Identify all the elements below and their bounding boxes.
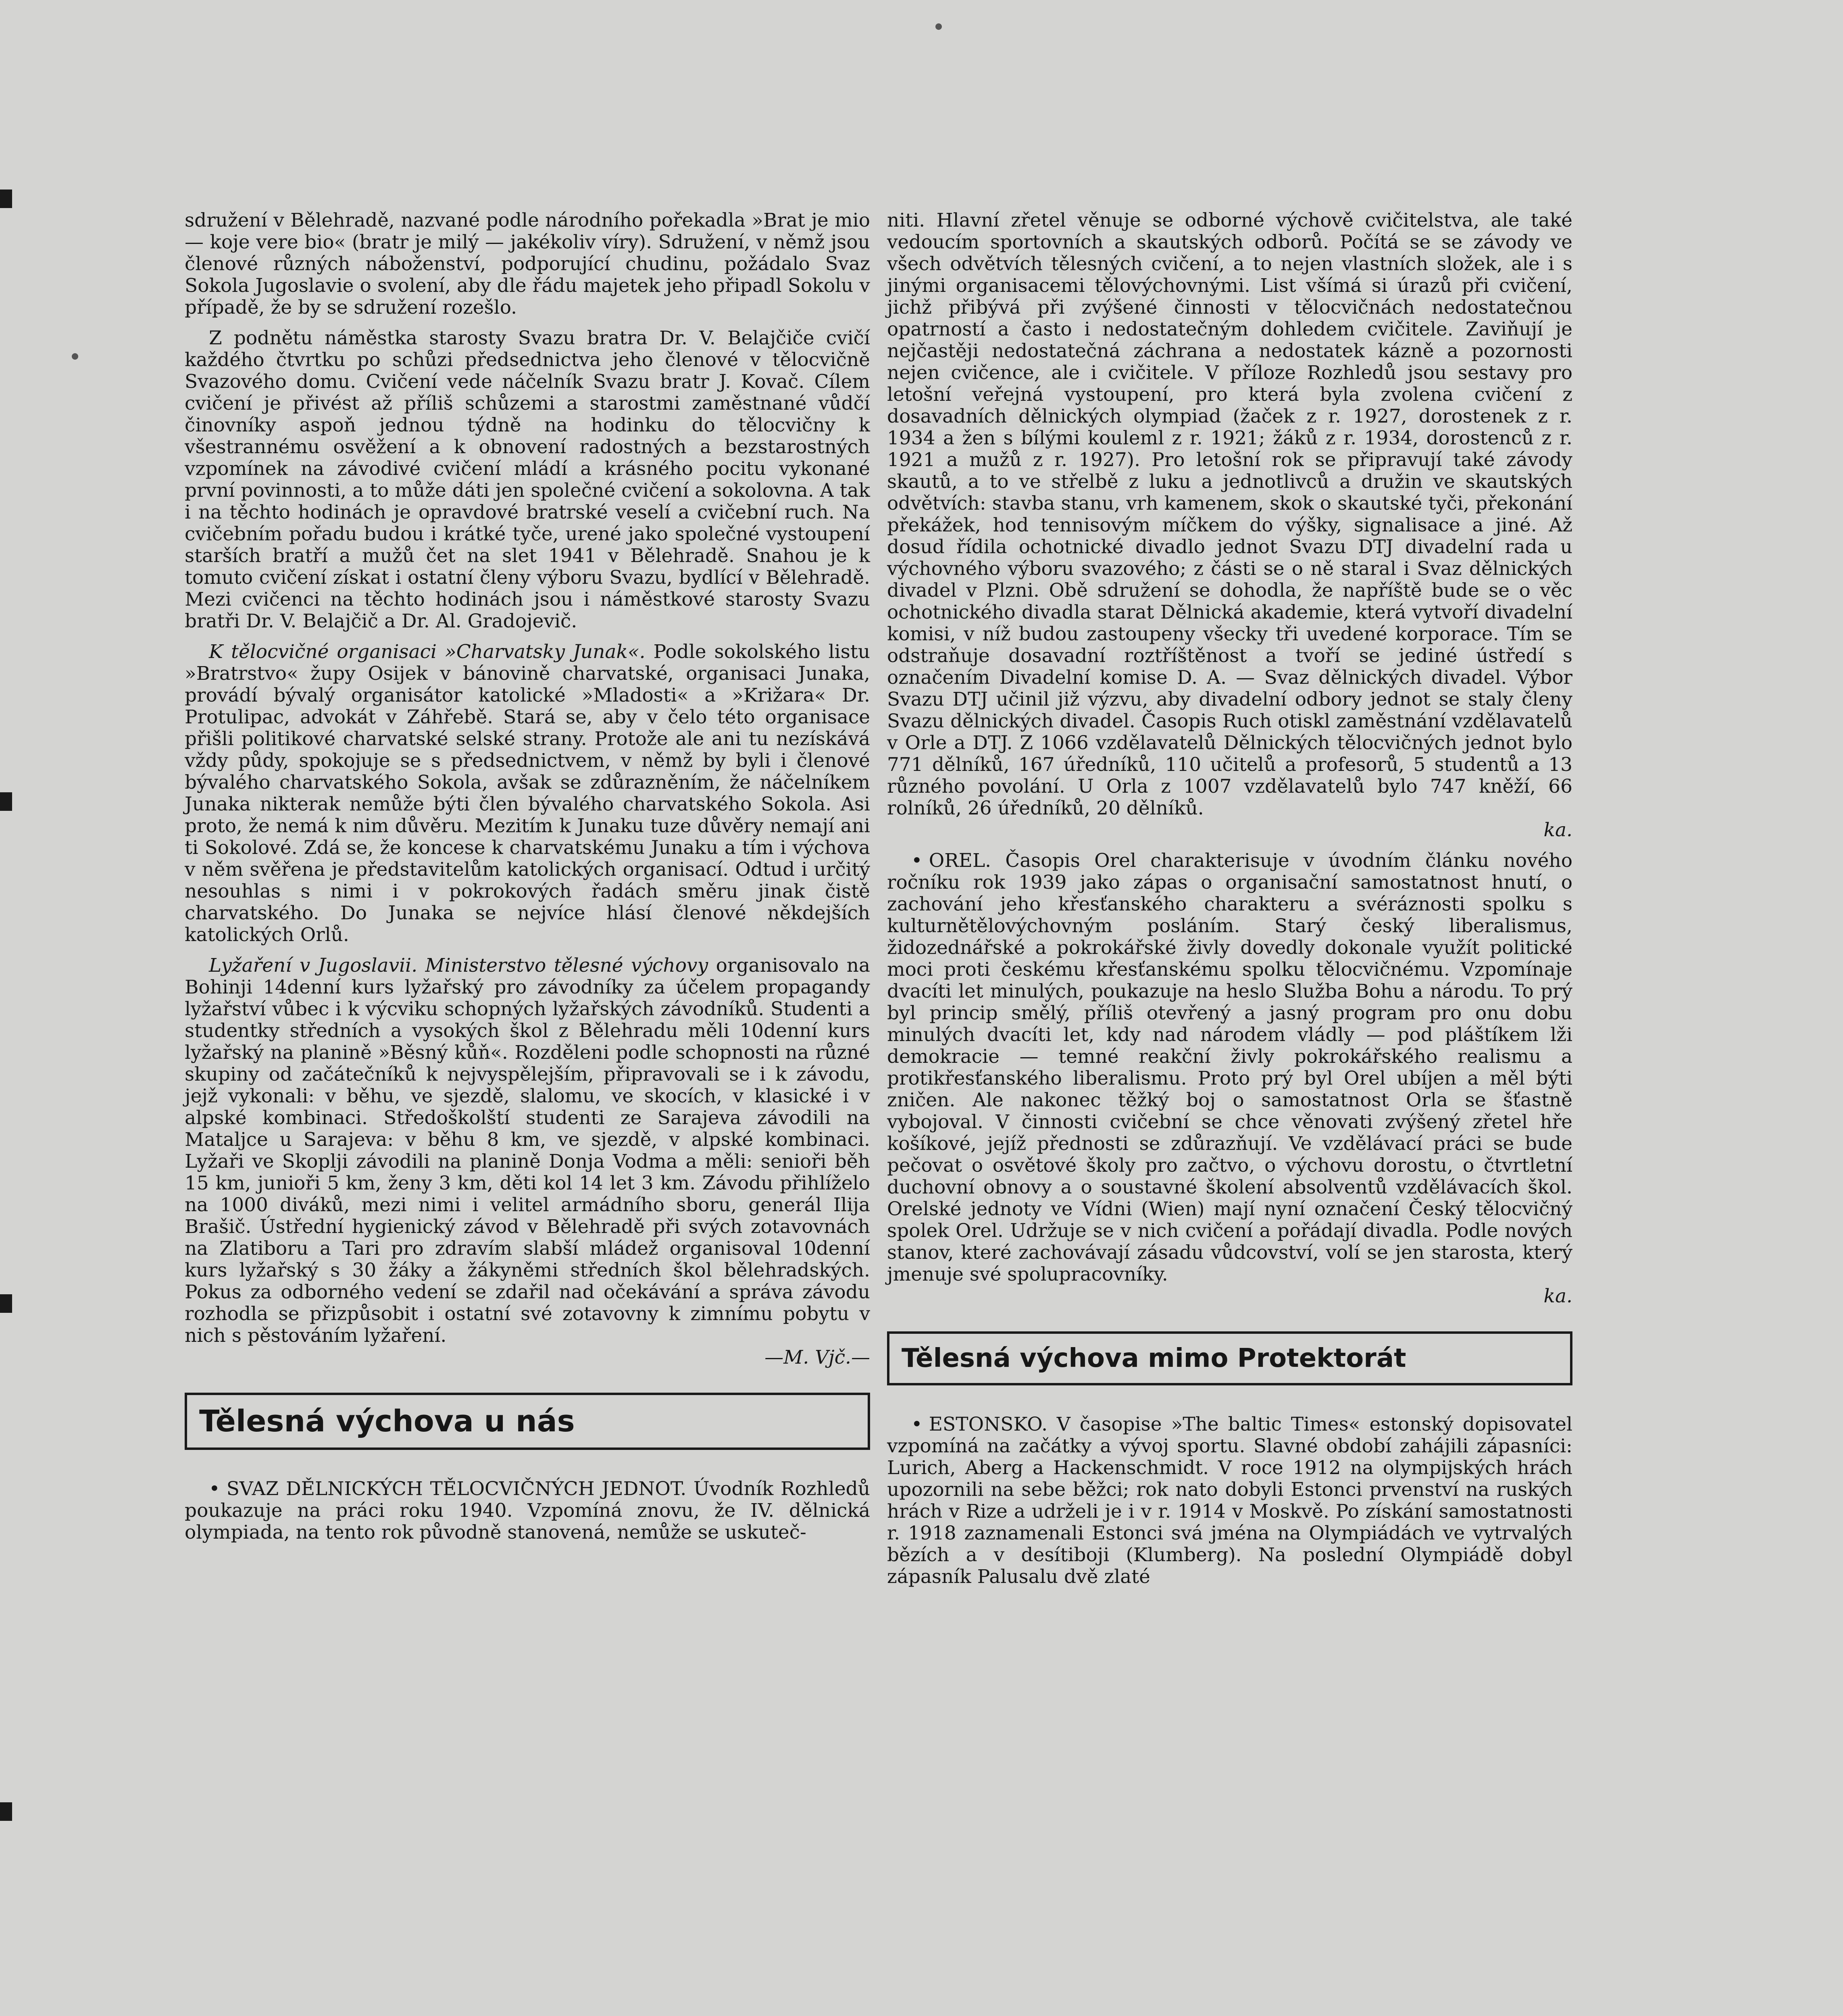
article-body: SVAZ DĚLNICKÝCH TĚLOCVIČNÝCH JEDNOT. Úvodník Rozhledů poukazuje na práci roku 1940. Vzpomíná znovu, že IV. dělnická olympiada, na tento rok původně stanovená, nemůže se uskuteč- bbox=[185, 1478, 870, 1543]
author-signature: ka. bbox=[1543, 819, 1572, 841]
bullet-icon: • bbox=[911, 850, 923, 872]
article-paragraph bbox=[887, 210, 1572, 841]
edge-mark bbox=[0, 190, 12, 208]
article-paragraph: sdružení v Bělehradě, nazvané podle národního pořekadla »Brat je mio — koje vere bio« (bratr je milý — jakékoliv víry). Sdružení, v němž jsou členové různých náboženství, podporující chudinu, požádalo Svaz Sokola Jugoslavie o svolení, aby dle řádu majetek jeho připadl Sokolu v případě, že by se sdružení rozešlo. bbox=[185, 209, 870, 319]
bullet-icon: • bbox=[911, 1413, 923, 1435]
edge-mark bbox=[0, 1802, 12, 1821]
scan-speck bbox=[935, 23, 942, 30]
article-paragraph bbox=[887, 1414, 1572, 1588]
scan-speck bbox=[72, 353, 78, 360]
article-paragraph: Z podnětu náměstka starosty Svazu bratra Dr. V. Belajčiče cvičí každého čtvrtku po schůzi předsednictva jeho členové v tělocvičně Svazového domu. Cvičení vede náčelník Svazu bratr J. Kovač. Cílem cvičení je přivést až příliš schůzemi a starostmi zaměstnané vůdčí činovníky aspoň jednou týdně na hodinku do tělocvičny k všestrannému osvěžení a k obnovení radostných a bezstarostných vzpomínek na závodivé cvičení mládí a krásného pocitu vykonané první povinnosti, a to může dáti jen společné cvičení a sokolovna. A tak i na těchto hodinách je opravdové bratrské veselí a cvičební ruch. Na cvičebním pořadu budou i krátké tyče, urené jako společné vystoupení starších bratří a mužů čet na slet 1941 v Bělehradě. Snahou je k tomuto cvičení získat i ostatní členy výboru Svazu, bydlící v Bělehradě. Mezi cvičenci na těchto hodinách jsou i náměstkové starosty Svazu bratři Dr. V. Belajčič a Dr. Al. Gradojevič. bbox=[185, 327, 870, 632]
article-body: organisovalo na Bohinji 14denní kurs lyžařský pro závodníky za účelem propagandy lyžařství vůbec i k výcviku schopných lyžařských závodníků. Studenti a studentky středních a vysokých škol z Bělehradu měli 10denní kurs lyžařský na planině »Běsný kůň«. Rozděleni podle schopnosti na různé skupiny od začátečníků k nejvyspělejším, připravovali se i k závodu, jejž vykonali: v běhu, ve sjezdě, slalomu, ve skocích, v klasické i v alpské kombinaci. Středoškolští studenti ze Sarajeva závodili na Mataljce u Sarajeva: v běhu 8 km, ve sjezdě, v alpské kombinaci. Lyžaři ve Skoplji závodili na planině Donja Vodma a měli: senioři běh 15 km, junioři 5 km, ženy 3 km, děti kol 14 let 3 km. Závodu přihlíželo na 1000 diváků, mezi nimi i velitel armádního sboru, generál Ilija Brašič. Ústřední hygienický závod v Bělehradě při svých zotavovnách na Zlatiboru a Tari pro zdravím slabší mládež organisoval 10denní kurs lyžařský s 30 žáky a žákyněmi středních škol bělehradských. Pokus za odborného vedení se zdařil nad očekávání a správa závodu rozhodla se přizpůsobit i ostatní své zotavovny k zimnímu pobytu v nich s pěstováním lyžaření. bbox=[185, 954, 870, 1347]
article-paragraph bbox=[185, 1478, 870, 1543]
edge-mark bbox=[0, 1294, 12, 1313]
left-column bbox=[185, 210, 870, 1552]
article-body: niti. Hlavní zřetel věnuje se odborné výchově cvičitelstva, ale také vedoucím sportovních a skautských odborů. Počítá se se závody ve všech odvětvích tělesných cvičení, a to nejen vlastních složek, ale i s jinými organisacemi tělovýchovnými. List všímá si úrazů při cvičení, jichž přibývá při zvýšené činnosti v tělocvičnách nedostatečnou opatrností a často i nedostatečným dohledem cvičitele. Zaviňují je nejčastěji nedostatečná záchrana a nedostatek kázně a pozornosti nejen cvičence, ale i cvičitele. V příloze Rozhledů jsou sestavy pro letošní veřejná vystoupení, pro která byla zvolena cvičení z dosavadních dělnických olympiad (žaček z r. 1927, dorostenek z r. 1934 a žen s bílými kouleml z r. 1921; žáků z r. 1934, dorostenců z r. 1921 a mužů z r. 1927). Pro letošní rok se připravují také závody skautů, a to ve střelbě z luku a jednotlivců a družin ve skautských odvětvích: stavba stanu, vrh kamenem, skok o skautské tyči, překonání překážek, hod tennisovým míčkem do výšky, signalisace a jiné. Až dosud řídila ochotnické divadlo jednot Svazu DTJ divadelní rada u výchovného výboru svazového; z části se o ně staral i Svaz dělnických divadel v Plzni. Obě sdružení se dohodla, že napříště bude se o věc ochotnického divadla starat Dělnická akademie, která vytvoří divadelní komisi, v níž budou zastoupeny všecky tři uvedené korporace. Tím se odstraňuje dosavadní roztříštěnost a tvoří se jediné ústředí s označením Divadelní komise D. A. — Svaz dělnických divadel. Výbor Svazu DTJ učinil již výzvu, aby divadelní odbory jednot se staly členy Svazu dělnických divadel. Časopis Ruch otiskl zaměstnání vzdělavatelů v Orle a DTJ. Z 1066 vzdělavatelů Dělnických tělocvičných jednot bylo 771 dělníků, 167 úředníků, 110 učitelů a profesorů, 5 studentů a 13 různého povolání. U Orla z 1007 vzdělavatelů bylo 747 kněží, 66 rolníků, 26 úředníků, 20 dělníků. bbox=[887, 209, 1572, 819]
author-signature: ka. bbox=[1543, 1285, 1572, 1307]
article-body: OREL. Časopis Orel charakterisuje v úvodním článku nového ročníku rok 1939 jako zápas o organisační samostatnost hnutí, o zachování jeho křesťanského charakteru a svéráznosti spolku s kulturnětělovýchovným posláním. Starý český liberalismus, židozednářské a pokrokářské živly dovedly dokonale využít politické moci proti českému křesťanskému spolku tělocvičnému. Vzpomínaje dvacíti let minulých, poukazuje na heslo Služba Bohu a národu. To prý byl princip smělý, příliš otevřený a jasný program pro onu dobu minulých dvacíti let, kdy nad národem vládly — pod pláštíkem lži demokracie — temné reakční živly pokrokářského realismu a protikřesťanského liberalismu. Proto prý byl Orel ubíjen a měl býti zničen. Ale nakonec těžký boj o samostatnost Orla se šťastně vybojoval. V činnosti cvičební se chce věnovati zvýšený zřetel hře košíkové, jejíž přednosti se zdůrazňují. Ve vzdělávací práci se bude pečovat o osvětové školy pro začtvo, o výchovu dorostu, o čtvrtletní duchovní obnovy a o soustavné školení absolventů vzdělávacích škol. Orelské jednoty ve Vídni (Wien) mají nyní označení Český tělocvičný spolek Orel. Udržuje se v nich cvičení a pořádají divadla. Podle nových stanov, které zachovávají zásadu vůdcovství, volí se jen starosta, který jmenuje své spolupracovníky. bbox=[887, 850, 1572, 1285]
edge-mark bbox=[0, 792, 12, 811]
article-lead: K tělocvičné organisaci »Charvatsky Junak«. bbox=[209, 641, 646, 663]
section-heading: Tělesná výchova mimo Protektorát bbox=[887, 1331, 1572, 1385]
article-body: Podle sokolského listu »Bratrstvo« župy Osijek v bánovině charvatské, organisaci Junaka, provádí bývalý organisátor katolické »Mladosti« a »Križara« Dr. Protulipac, advokát v Záhřebě. Stará se, aby v čelo této organisace přišli politikové charvatské selské strany. Protože ale ani tu nezískává vždy půdy, spokojuje se s předsednictvem, v němž by byli i členové bývalého charvatského Sokola, avšak se zdůrazněním, že náčelníkem Junaka nikterak nemůže býti člen bývalého charvatského Sokola. Asi proto, že nemá k nim důvěru. Mezitím k Junaku tuze důvěry nemají ani ti Sokolové. Zdá se, že koncese k charvatskému Junaku a tím i výchova v něm svěřena je představitelům katolických organisací. Odtud i určitý nesouhlas s nimi i v pokrokových řadách směru jinak čistě charvatského. Do Junaka se nejvíce hlásí členové někdejších katolických Orlů. bbox=[185, 641, 870, 946]
article-body: ESTONSKO. V časopise »The baltic Times« estonský dopisovatel vzpomíná na začátky a vývoj sportu. Slavné období zahájili zápasníci: Lurich, Aberg a Hackenschmidt. V roce 1912 na olympijských hrách upozornili na sebe běžci; rok nato dobyli Estonci prvenství na ruských hrách v Rize a udrželi je i v r. 1914 v Moskvě. Po získání samostatnosti r. 1918 zaznamenali Estonci svá jména na Olympiádách ve vytrvalých bězích a v desítiboji (Klumberg). Na poslední Olympiádě dobyl zápasník Palusalu dvě zlaté bbox=[887, 1413, 1572, 1588]
article-paragraph bbox=[887, 850, 1572, 1307]
article-paragraph bbox=[185, 641, 870, 946]
right-column bbox=[887, 210, 1572, 1597]
article-lead: Lyžaření v Jugoslavii. Ministerstvo tělesné výchovy bbox=[209, 954, 708, 977]
author-signature: —M. Vjč.— bbox=[764, 1346, 870, 1368]
article-paragraph bbox=[185, 955, 870, 1368]
section-heading: Tělesná výchova u nás bbox=[185, 1393, 870, 1450]
bullet-icon: • bbox=[209, 1478, 220, 1500]
